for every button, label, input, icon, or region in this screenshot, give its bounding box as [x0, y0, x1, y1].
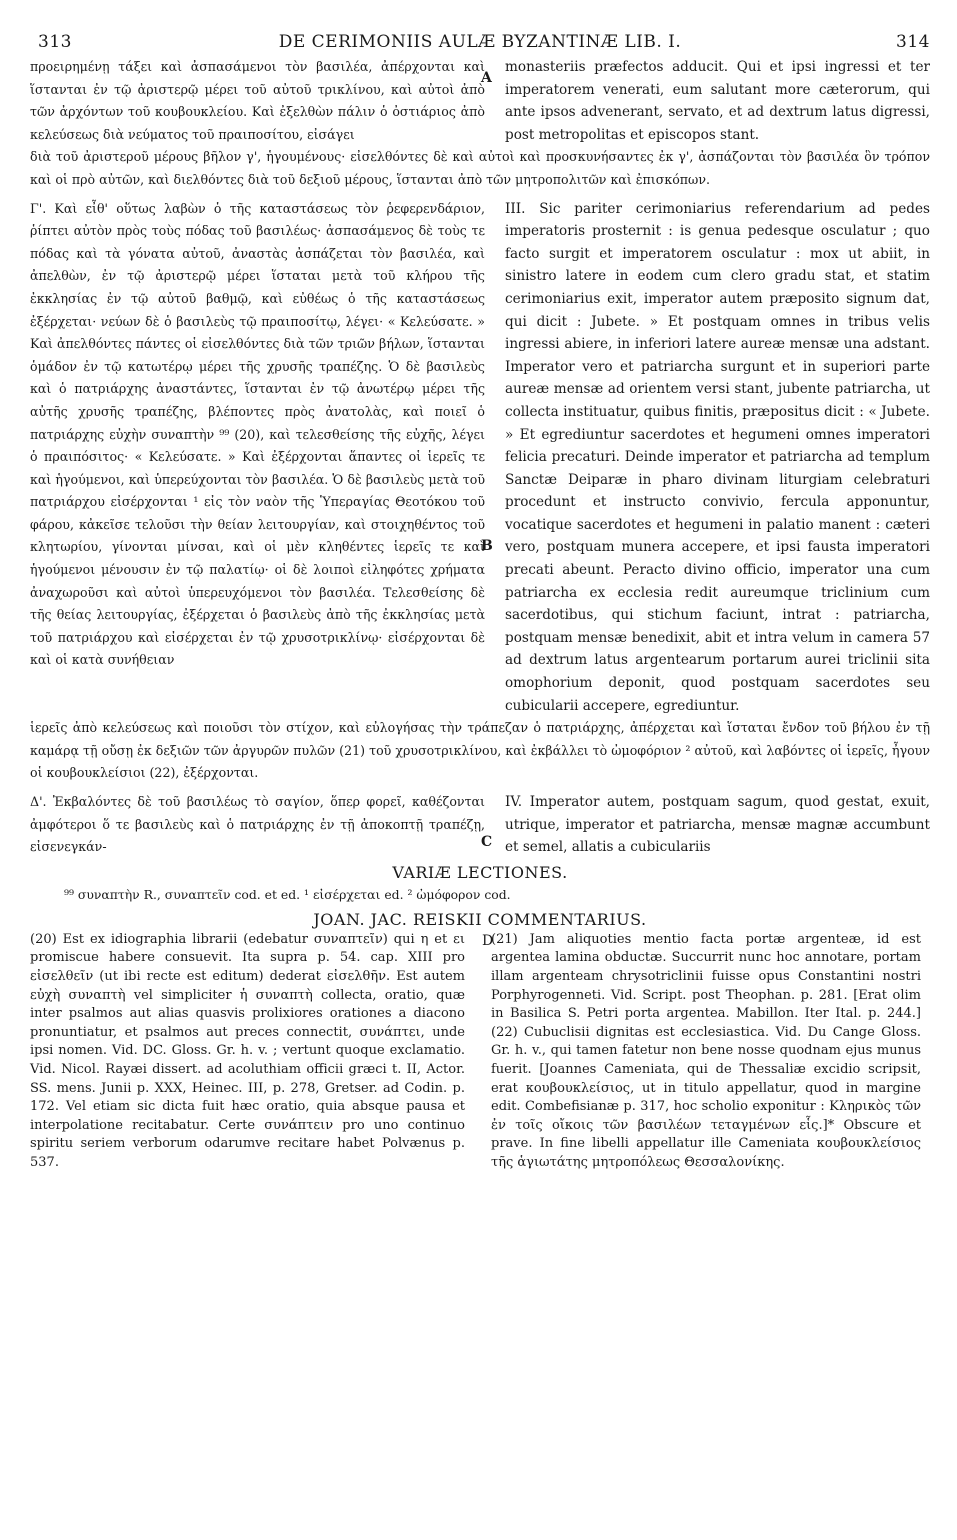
margin-marker-b: B: [481, 537, 493, 554]
greek-text-full: διὰ τοῦ ἀριστεροῦ μέρους βῆλον γ', ἡγουμένους· εἰσελθόντες δὲ καὶ αὐτοὶ καὶ προσκυνήσαντες ἐκ γ', ἀσπάζονται τὸν βασιλέα ὃν τρόπον καὶ οἱ πρὸ αὐτῶν, καὶ διελθόντες διὰ τοῦ δεξιοῦ μέρους, ἵστανται ἀπὸ τῶν μητροπολιτῶν καὶ ἐπισκόπων.: [30, 149, 930, 187]
running-title: DE CERIMONIIS AULÆ BYZANTINÆ LIB. I.: [278, 32, 682, 52]
greek-text: προειρημένῃ τάξει καὶ ἀσπασάμενοι τὸν βασιλέα, ἀπέρχονται καὶ ἵστανται ἐν τῷ ἀριστερῷ μέρει τοῦ αὐτοῦ τρικλίνου, καὶ αὐτοὶ ἀπὸ τῶν ἀρχόντων τοῦ κουβουκλείου. Καὶ ἐξελθὼν πάλιν ὁ ὀστιάριος ἀπὸ κελεύσεως διὰ νεύματος τοῦ πραιποσίτου, εἰσάγει: [30, 59, 485, 142]
commentarius-title: JOAN. JAC. REISKII COMMENTARIUS.: [313, 909, 647, 929]
commentary-column-right: (21) Jam aliquoties mentio facta portæ argenteæ, id est argentea lamina obductæ. Succurrit nunc hoc annotare, portam illam argenteam chrysotriclinii fuisse opus Constantini nostri Porphyrogenneti. Vid. Script. post Theophan. p. 281. [Erat olim in Basilica S. Petri porta argentea. Mabillon. Iter Ital. p. 244.] (22) Cubuclisii dignitas est ecclesiastica. Vid. Du Cange Gloss. Gr. h. v., qui tamen fatetur non bene nosse quodnam ejus munus fuerit. [Joannes Cameniata, qui de Thessaliæ excidio scripsit, erat κουβουκλείσιος, ut in titulo appellatur, quod in margine edit. Combefisianæ p. 317, hoc scholio exponitur : Κληρικὸς τῶν ἐν τοῖς οἴκοις τῶν βασιλέων τεταγμένων εἷς.]* Obscure et prave. In fine libelli appellatur ille Cameniata κουβουκλείσιος τῆς ἁγιωτάτης μητροπόλεως Θεσσαλονίκης.: [491, 931, 921, 1170]
page: [30, 28, 930, 1173]
greek-text: Δ'. Ἐκβαλόντες δὲ τοῦ βασιλέως τὸ σαγίον, ὅπερ φορεῖ, καθέζονται ἀμφότεροι ὅ τε βασιλεὺς καὶ ὁ πατριάρχης ἐν τῇ ἀποκοπτῇ τραπέζῃ, εἰσενεγκάν-: [30, 794, 485, 855]
variae-lectiones-title: VARIÆ LECTIONES.: [392, 862, 568, 882]
commentary-column-left: (20) Est ex idiographia librarii (edebatur συναπτεῖν) qui η et ει promiscue habere consuevit. Ita supra p. 54. cap. XIII pro εἰσελθεῖν (ut ibi recte est editum) dederat εἰσελθῆν. Est autem εὐχὴ συναπτὴ vel simpliciter ἡ συναπτὴ collecta, oratio, quæ inter psalmos aut alias quasvis prolixiores orationes a diacono pronuntiatur, et psalmos aut preces connectit, συνάπτει, unde ipsi nomen. Vid. DC. Gloss. Gr. h. v. ; vertunt quoque exclamatio. Vid. Nicol. Rayæi dissert. ad acoluthiam officii græci t. II, Actor. SS. mens. Junii p. XXX, Heinec. III, p. 278, Gretser. ad Codin. p. 172. Vel etiam sic dicta fuit hæc oratio, quia absque pausa et interpolatione recitabatur. Certe συνάπτειν pro uno continuo spiritu seriem verborum odarumve recitare habet Polvænus p. 537.: [30, 931, 465, 1170]
margin-marker-a: A: [481, 70, 492, 86]
section-block-1: [30, 56, 930, 192]
page-number-left: 313: [38, 32, 72, 52]
commentarius-columns: [30, 931, 930, 1173]
variae-lectiones-text: ⁹⁹ συναπτὴν R., συναπτεῖν cod. et ed. ¹ εἰσέρχεται ed. ² ὠμόφορον cod.: [64, 886, 511, 902]
latin-text: III. Sic pariter cerimoniarius referendarium ad pedes imperatoris prosternit : is genua pedesque osculatur ; quo facto surgit et imperatorem osculatur : mox ut abiit, in sinistro latere in eodem cum clero gradu stat, et statim cerimoniarius exit, imperator autem præposito signum dat, qui dicit : Jubete. » Et postquam omnes in tribus velis ingressi abiere, in inferiori latere aureæ mensæ una adstant. Imperator vero et patriarcha surgunt et in superiori parte aureæ mensæ ad orientem versi stant, jubente patriarcha, ut collecta instituatur, quibus finitis, præpositus dicit : « Jubete. » Et egrediuntur sacerdotes et hegumeni omnes imperatori felicia precaturi. Deinde imperator et patriarcha ad templum Sanctæ Deiparæ in pharo divinam liturgiam celebraturi procedunt et instructo convivio, fercula apponuntur, vocatique sacerdotes et hegumeni in palatio manent : cæteri vero, postquam munera accepere, et ipsi fausta imperatori precati abeunt. Peracto divino officio, imperator una cum patriarcha ex ecclesia redit aureumque triclinium cum sacerdotibus, qui stichum faciunt, intrat : patriarcha, postquam mensæ benedixit, abit et intra velum in camera 57 ad dextrum latus argentearum portarum aurei triclinii sita omophorium deponit, quod postquam sacerdotes seu cubicularii accepere, egrediuntur.: [505, 200, 930, 714]
page-number-right: 314: [896, 32, 930, 52]
margin-marker-c: C: [481, 833, 493, 850]
latin-text: monasteriis præfectos adducit. Qui et ipsi ingressi et ter imperatorem venerati, eum salutant more cæterorum, qui ante ipsos advenerant, servato, et ad dextrum latus digressi, post metropolitas et episcopos stant.: [505, 59, 930, 143]
latin-text: IV. Imperator autem, postquam sagum, quod gestat, exuit, utrique, imperator et patriarcha, mensæ magnæ accumbunt et semel, allatis a cubiculariis: [505, 794, 930, 856]
greek-text-full: ἱερεῖς ἀπὸ κελεύσεως καὶ ποιοῦσι τὸν στίχον, καὶ εὐλογήσας τὴν τράπεζαν ὁ πατριάρχης, ἀπέρχεται καὶ ἵσταται ἔνδον τοῦ βήλου ἐν τῇ καμάρᾳ τῇ οὔσῃ ἐκ δεξιῶν τῶν ἀργυρῶν πυλῶν (21) τοῦ χρυσοτρικλίνου, καὶ ἐκβάλλει τὸ ὠμοφόριον ² αὐτοῦ, καὶ λαβόντες οἱ ἱερεῖς, ἦγουν οἱ κουβουκλείσιοι (22), ἐξέρχονται.: [30, 720, 930, 781]
running-head: [30, 28, 930, 56]
greek-text: Γ'. Καὶ εἶθ' οὕτως λαβὼν ὁ τῆς καταστάσεως τὸν ῥεφερενδάριον, ῥίπτει αὐτὸν πρὸς τοὺς πόδας τοῦ βασιλέως· ἀσπασάμενος δὲ τοὺς τε πόδας καὶ τὰ γόνατα αὐτοῦ, ἀναστὰς ἀσπάζεται τὸν βασιλέα, καὶ ἀπελθὼν, ἐν τῷ ἀριστερῷ μέρει ἵσταται μετὰ τοῦ κλήρου τῆς ἐκκλησίας ἐν τῷ αὐτοῦ βαθμῷ, καὶ εὐθέως ὁ τῆς καταστάσεως ἐξέρχεται· νεύων δὲ ὁ βασιλεὺς τῷ πραιποσίτῳ, λέγει· « Κελεύσατε. » Καὶ ἀπελθόντες πάντες οἱ εἰσελθόντες διὰ τῶν τριῶν βήλων, ἵστανται ὁμάδον ἐν τῷ κατωτέρῳ μέρει τῆς χρυσῆς τραπέζης. Ὁ δὲ βασιλεὺς καὶ ὁ πατριάρχης ἀναστάντες, ἵστανται ἐν τῷ ἀνωτέρῳ μέρει τῆς αὐτῆς χρυσῆς τραπέζης, βλέποντες πρὸς ἀνατολὰς, καὶ ποιεῖ ὁ πατριάρχης εὐχὴν συναπτὴν ⁹⁹ (20), καὶ τελεσθείσης τῆς εὐχῆς, λέγει ὁ πραιπόσιτος· « Κελεύσατε. » Καὶ ἐξέρχονται ἅπαντες οἱ ἱερεῖς τε καὶ ἡγούμενοι, καὶ ὑπερεύχονται τὸν βασιλέα. Ὁ δὲ βασιλεὺς μετὰ τοῦ πατριάρχου εἰσέρχονται ¹ εἰς τὸν ναὸν τῆς Ὑπεραγίας Θεοτόκου τοῦ φάρου, κἀκεῖσε τελοῦσι τὴν θείαν λειτουργίαν, καὶ στοιχηθέντος τοῦ κλητωρίου, γίνονται μίνσαι, καὶ οἱ μὲν κληθέντες ἱερεῖς τε καὶ ἡγούμενοι μένουσιν ἐν τῷ παλατίῳ· οἱ δὲ λοιποὶ εἰληφότες χρήματα ἀναχωροῦσι καὶ αὐτοὶ ὑπερευχόμενοι τὸν βασιλέα. Τελεσθείσης δὲ τῆς θείας λειτουργίας, ἐξέρχεται ὁ βασιλεὺς ἀπὸ τῆς ἐκκλησίας μετὰ τοῦ πατριάρχου καὶ εἰσέρχεται ἐν τῷ χρυσοτρικλίνῳ· εἰσέρχονται δὲ καὶ οἱ κατὰ συνήθειαν: [30, 200, 485, 668]
margin-marker-d: D: [482, 932, 494, 949]
section-block-3: [30, 791, 930, 859]
